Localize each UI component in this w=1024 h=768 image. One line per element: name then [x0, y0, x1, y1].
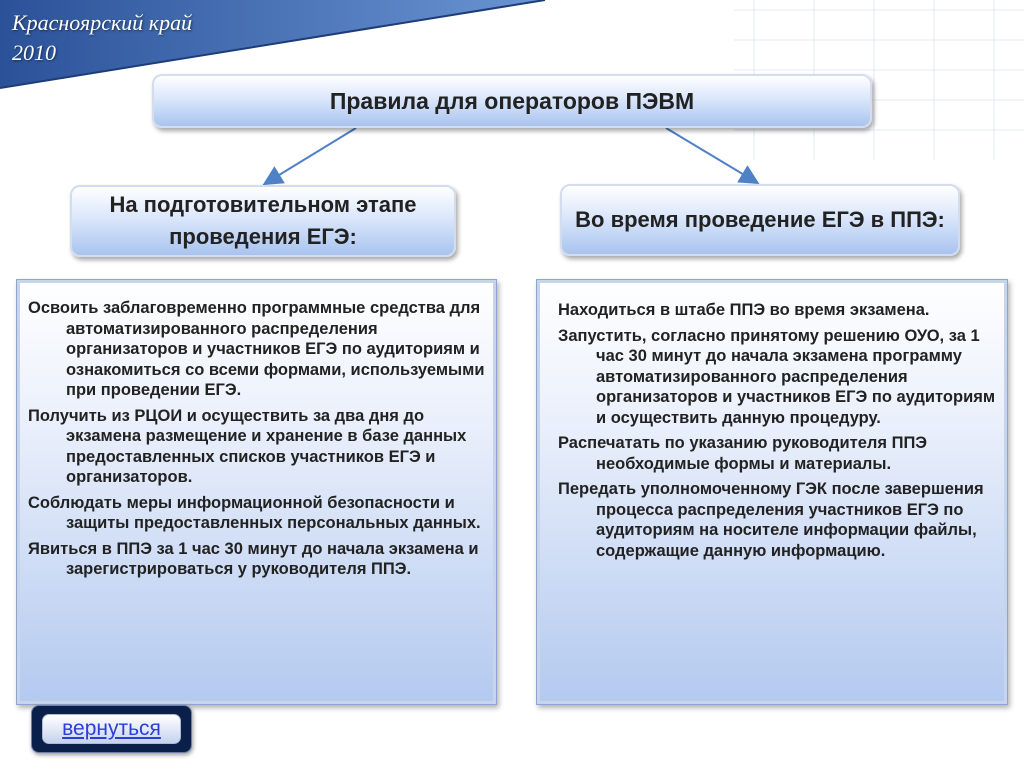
right-rule-item: Запустить, согласно принятому решению ОУО, за 1 час 30 минут до начала экзамена программу автоматизированного распределения организаторов и участников ЕГЭ по аудиториям и осуществить данную процедуру.	[558, 326, 996, 427]
back-button[interactable]	[31, 705, 192, 753]
left-rule-item: Явиться в ППЭ за 1 час 30 минут до начала экзамена и зарегистрироваться у руководителя ППЭ.	[28, 539, 479, 578]
year-label: 2010	[12, 40, 56, 65]
right-heading: Во время проведение ЕГЭ в ППЭ:	[560, 184, 960, 256]
right-rules-panel	[536, 279, 1008, 705]
back-button-label[interactable]: вернуться	[42, 714, 181, 744]
left-rule-item: Соблюдать меры информационной безопасности и защиты предоставленных персональных данных.	[28, 493, 481, 532]
right-rule-item: Находиться в штабе ППЭ во время экзамена.	[558, 301, 930, 319]
arrow-left	[266, 128, 356, 183]
arrow-right	[666, 128, 756, 182]
left-rule-item: Освоить заблаговременно программные средства для автоматизированного распределения организаторов и участников ЕГЭ по аудиториям и ознакомиться со всеми формами, используемыми при проведении ЕГЭ.	[28, 299, 485, 399]
region-label: Красноярский край	[12, 10, 193, 35]
main-title: Правила для операторов ПЭВМ	[152, 74, 872, 128]
right-rule-item: Передать уполномоченному ГЭК после завершения процесса распределения участников ЕГЭ по аудиториям на носителе информации файлы, содержащие данную информацию.	[558, 480, 984, 560]
left-rules-panel	[16, 279, 497, 705]
left-rule-item: Получить из РЦОИ и осуществить за два дня до экзамена размещение и хранение в базе данных предоставленных списков участников ЕГЭ и организаторов.	[28, 406, 467, 486]
left-heading: На подготовительном этапе проведения ЕГЭ:	[70, 185, 456, 257]
right-rule-item: Распечатать по указанию руководителя ППЭ необходимые формы и материалы.	[558, 434, 928, 473]
